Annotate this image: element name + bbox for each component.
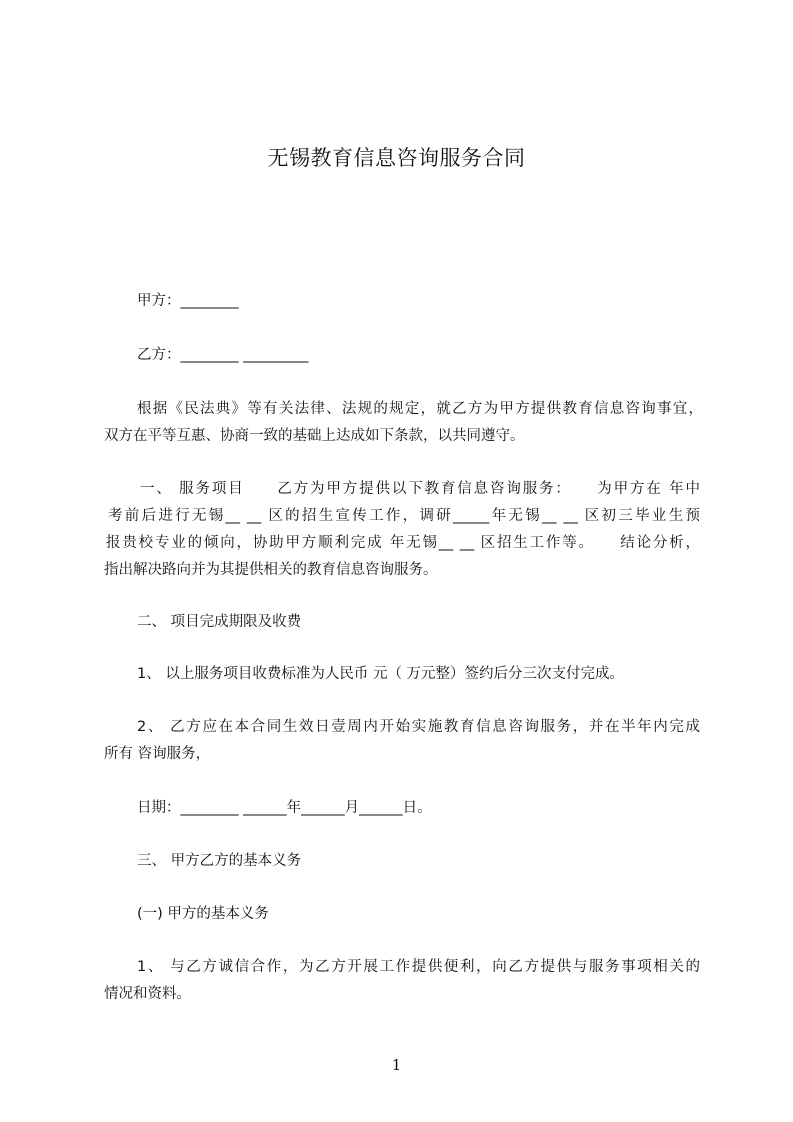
section-1-line-2: 考前后进行无锡__ __ 区的招生宣传工作，调研_____年无锡__ __ 区初三毕业生预 bbox=[108, 508, 700, 524]
date-line: 日期：________ ______年______月______日。 bbox=[137, 800, 432, 816]
section-3-item-1-line-1: 1、 与乙方诚信合作，为乙方开展工作提供便利，向乙方提供与服务事项相关的 bbox=[137, 959, 700, 975]
party-b-line: 乙方：________ _________ bbox=[137, 347, 309, 363]
section-3-item-1-line-2: 情况和资料。 bbox=[104, 986, 191, 1002]
party-a-line: 甲方：________ bbox=[137, 293, 239, 309]
section-2-heading: 二、 项目完成期限及收费 bbox=[137, 614, 302, 630]
section-1-line-1: 一、 服务项目 乙方为甲方提供以下教育信息咨询服务： 为甲方在 年中 bbox=[140, 481, 700, 497]
page-number: 1 bbox=[391, 1056, 402, 1074]
section-3-subheading-1: (一) 甲方的基本义务 bbox=[137, 906, 269, 922]
section-2-item-2-line-2: 所有 咨询服务， bbox=[104, 746, 211, 762]
section-1-line-3: 报贵校专业的倾向，协助甲方顺利完成 年无锡__ __ 区招生工作等。 结论分析， bbox=[106, 535, 700, 551]
preamble-line-1: 根据《民法典》等有关法律、法规的规定，就乙方为甲方提供教育信息咨询事宜， bbox=[137, 401, 703, 417]
section-3-heading: 三、 甲方乙方的基本义务 bbox=[137, 853, 302, 869]
section-2-item-2-line-1: 2、 乙方应在本合同生效日壹周内开始实施教育信息咨询服务，并在半年内完成 bbox=[137, 719, 700, 735]
preamble-line-2: 双方在平等互惠、协商一致的基础上达成如下条款，以共同遵守。 bbox=[104, 428, 525, 444]
section-2-item-1: 1、 以上服务项目收费标准为人民币 元（ 万元整）签约后分三次支付完成。 bbox=[137, 666, 625, 682]
section-1-line-4: 指出解决路向并为其提供相关的教育信息咨询服务。 bbox=[104, 562, 438, 578]
document-title: 无锡教育信息咨询服务合同 bbox=[267, 146, 526, 170]
